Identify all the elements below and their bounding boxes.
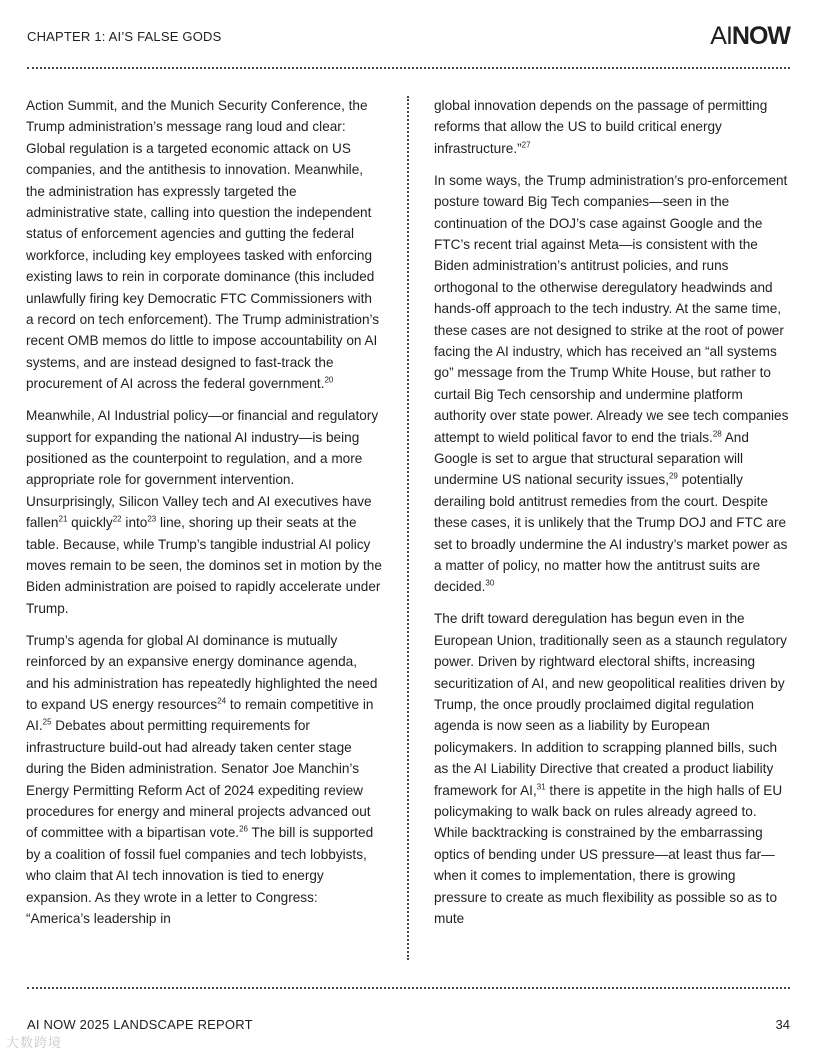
paragraph-text: Action Summit, and the Munich Security Conference, the Trump administration’s message rang loud and clear: Global regulation is a targeted economic attack on US companies, and the antithesis to innovation. Meanwhile, the administration has expressly targeted the administrative state, calling into question the independent status of enforcement agencies and gutting the federal workforce, including key employees tasked with enforcing existing laws to rein in corporate dominance (this included unlawfully firing key Democratic FTC Commissioners with a record on tech enforcement). The Trump administration’s recent OMB memos do little to impose accountability on AI systems, and are instead designed to fast-track the procurement of AI across the federal government. — [26, 98, 380, 392]
header-divider — [27, 67, 790, 69]
paragraph — [434, 608, 790, 929]
paragraph-text: quickly — [67, 515, 113, 531]
paragraph-text: Debates about permitting requirements for infrastructure build-out had already taken center stage during the Biden administration. Senator Joe Manchin’s Energy Permitting Reform Act of 2024 expediting review procedures for energy and mineral projects advanced out of committee with a bipartisan vote. — [26, 718, 371, 841]
paragraph — [26, 630, 382, 930]
chapter-title: CHAPTER 1: AI’S FALSE GODS — [27, 29, 222, 44]
paragraph — [26, 95, 382, 395]
footnote-ref[interactable]: 29 — [668, 471, 678, 481]
footnote-ref[interactable]: 26 — [239, 824, 248, 834]
footnote-ref[interactable]: 30 — [485, 578, 495, 588]
footnote-ref[interactable]: 20 — [324, 375, 334, 385]
paragraph — [434, 95, 790, 159]
paragraph — [434, 170, 790, 598]
report-title: AI NOW 2025 LANDSCAPE REPORT — [27, 1017, 253, 1032]
right-column — [434, 95, 790, 940]
watermark: 大数跨境 — [6, 1035, 63, 1050]
footnote-ref[interactable]: 27 — [521, 140, 531, 150]
footnote-ref[interactable]: 22 — [112, 514, 122, 524]
page-number: 34 — [775, 1017, 790, 1032]
footnote-ref[interactable]: 24 — [217, 696, 227, 706]
footnote-ref[interactable]: 25 — [42, 717, 52, 727]
paragraph-text: potentially derailing bold antitrust remedies from the court. Despite these cases, it is unlikely that the Trump DOJ and FTC are set to broadly undermine the AI industry’s market power as a matter of policy, no matter how the antitrust suits are decided. — [434, 472, 788, 595]
footnote-ref[interactable]: 23 — [147, 514, 157, 524]
column-divider — [407, 96, 409, 960]
ai-now-logo — [710, 22, 790, 51]
paragraph-text: to remain competitive in AI. — [26, 696, 374, 734]
footnote-ref[interactable]: 21 — [58, 514, 68, 524]
left-column — [26, 95, 382, 940]
paragraph-text: there is appetite in the high halls of EU policymaking to walk back on rules already agreed to. While backtracking is constrained by the embarrassing optics of bending under US pressure—at least thus far—when it comes to implementation, there is growing pressure to create as much flexibility as possible so as to mute — [434, 782, 783, 927]
footnote-ref[interactable]: 28 — [712, 429, 722, 439]
footnote-ref[interactable]: 31 — [536, 782, 546, 792]
paragraph-text: And Google is set to argue that structural separation will undermine US national security issues, — [434, 429, 749, 488]
paragraph-text: line, shoring up their seats at the table. Because, while Trump’s tangible industrial AI policy moves remain to be seen, the dominos set in motion by the Biden administration are poised to rapidly accelerate under Trump. — [26, 515, 382, 616]
paragraph-text: The drift toward deregulation has begun even in the European Union, traditionally seen as a staunch regulatory power. Driven by rightward electoral shifts, increasing securitization of AI, and new geopolitical realities driven by Trump, the once proudly proclaimed digital regulation agenda is now seen as a liability by European policymakers. In addition to scrapping planned bills, such as the AI Liability Directive that created a product liability framework for AI, — [434, 611, 787, 798]
logo-now: NOW — [731, 22, 790, 50]
paragraph-text: global innovation depends on the passage of permitting reforms that allow the US to build critical energy infrastructure.” — [434, 98, 768, 156]
paragraph-text: In some ways, the Trump administration’s pro-enforcement posture toward Big Tech companies—seen in the continuation of the DOJ’s case against Google and the FTC’s recent trial against Meta—is consistent with the Biden administration’s antitrust policies, and runs orthogonal to the otherwise deregulatory headwinds and hands-off approach to the tech industry. At the same time, these cases are not designed to strike at the root of power facing the AI industry, which has received an “all systems go” message from the Trump White House, but rather to curtail Big Tech censorship and undermine platform authority over state power. Already we see tech companies attempt to wield political favor to end the trials. — [434, 172, 789, 445]
logo-ai: AI — [710, 22, 732, 50]
paragraph-text: Meanwhile, AI Industrial policy—or financial and regulatory support for expanding the national AI industry—is being positioned as the counterpoint to regulation, and a more appropriate role for government intervention. Unsurprisingly, Silicon Valley tech and AI executives have fallen — [26, 408, 379, 531]
footer-divider — [27, 987, 790, 989]
paragraph-text: Trump’s agenda for global AI dominance is mutually reinforced by an expansive energy dominance agenda, and his administration has repeatedly highlighted the need to expand US energy resources — [26, 632, 378, 712]
paragraph-text: The bill is supported by a coalition of fossil fuel companies and tech lobbyists, who claim that AI tech innovation is tied to energy expansion. As they wrote in a letter to Congress: “America’s leadership in — [26, 825, 374, 927]
paragraph — [26, 405, 382, 619]
paragraph-text: into — [121, 515, 148, 531]
